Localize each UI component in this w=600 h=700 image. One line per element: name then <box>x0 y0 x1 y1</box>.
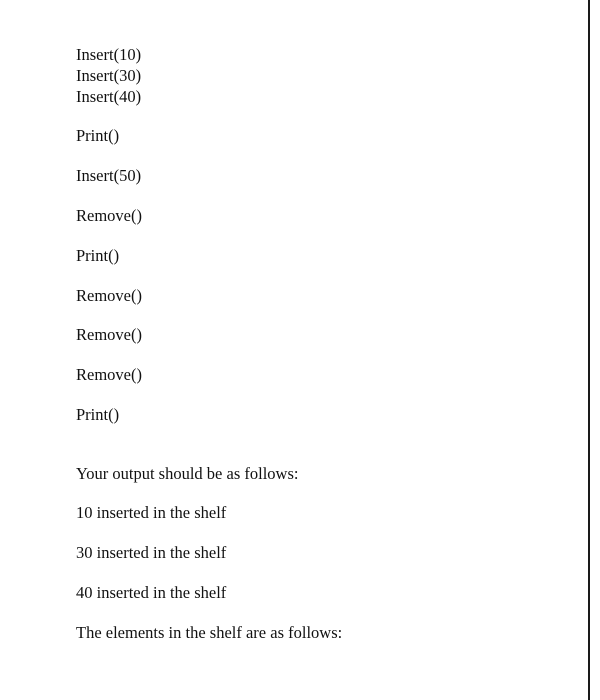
command-print-1: Print() <box>76 126 120 145</box>
command-insert-30: Insert(30) <box>76 66 142 85</box>
command-remove-3: Remove() <box>76 325 142 344</box>
output-line-10: 10 inserted in the shelf <box>76 503 227 522</box>
command-insert-50: Insert(50) <box>76 166 142 185</box>
command-print-2: Print() <box>76 246 120 265</box>
command-insert-10: Insert(10) <box>76 45 142 64</box>
command-remove-1: Remove() <box>76 206 142 225</box>
output-heading: Your output should be as follows: <box>76 464 299 483</box>
output-line-elements: The elements in the shelf are as follows: <box>76 623 343 642</box>
command-remove-4: Remove() <box>76 365 142 384</box>
page-border <box>588 0 590 700</box>
command-print-3: Print() <box>76 405 120 424</box>
command-remove-2: Remove() <box>76 286 142 305</box>
command-insert-40: Insert(40) <box>76 87 142 106</box>
output-line-40: 40 inserted in the shelf <box>76 583 227 602</box>
output-line-30: 30 inserted in the shelf <box>76 543 227 562</box>
